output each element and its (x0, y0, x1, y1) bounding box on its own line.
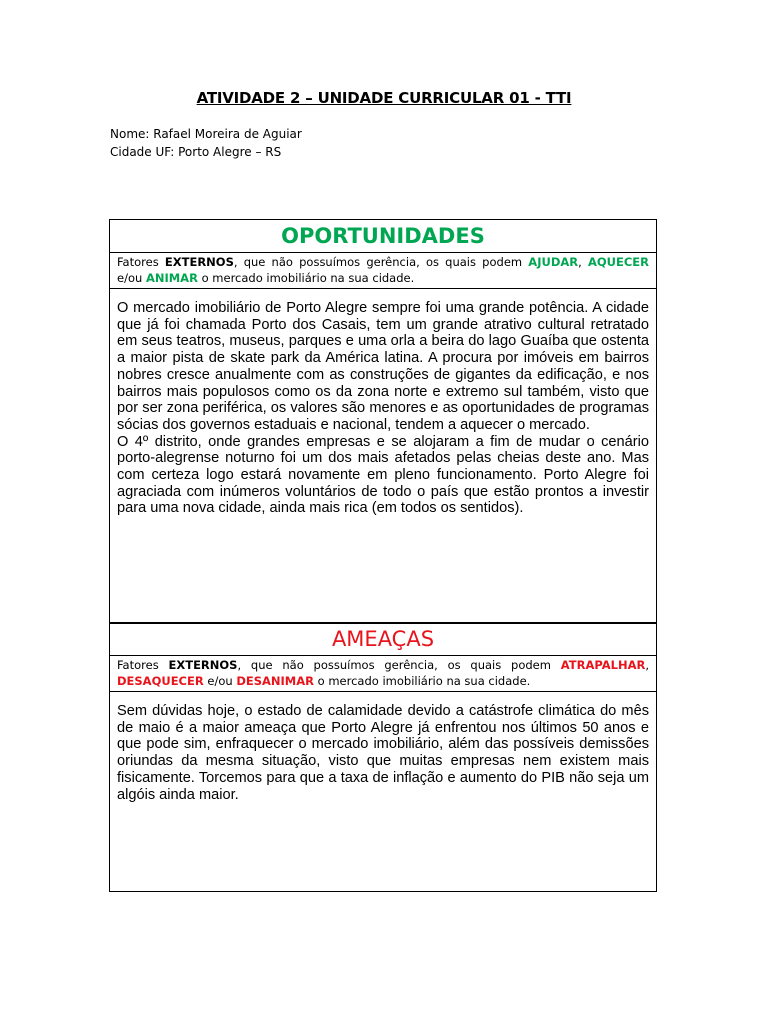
author-city: Cidade UF: Porto Alegre – RS (110, 145, 282, 159)
factors-text: e/ou (117, 271, 146, 285)
factors-text: e/ou (203, 674, 237, 688)
threats-factors (110, 656, 656, 692)
threats-paragraph-1: Sem dúvidas hoje, o estado de calamidade devido a catástrofe climática do mês de maio é a maior ameaça que Porto Alegre já enfrentou nos últimos 50 anos e que pode sim, enfraquecer o mercado imobiliário, além das possíveis demissões oriundas da mesma situação, visto que muitas empresas nem existem mais fisicamente. Torcemos para que a taxa de inflação e aumento do PIB não seja um algóis ainda maior. (117, 703, 649, 803)
factor-desanimar: DESANIMAR (236, 674, 314, 688)
factors-text: , que não possuímos gerência, os quais podem (233, 255, 529, 269)
factor-atrapalhar: ATRAPALHAR (560, 658, 646, 672)
factor-desaquecer: DESAQUECER (117, 674, 204, 688)
threats-body (110, 692, 656, 803)
opportunities-factors (110, 253, 656, 289)
opportunities-box (109, 219, 657, 623)
factors-text: Fatores (117, 255, 165, 269)
factors-text: Fatores (117, 658, 169, 672)
factors-text: o mercado imobiliário na sua cidade. (314, 674, 531, 688)
opportunities-body (110, 289, 656, 517)
factor-ajudar: AJUDAR (528, 255, 579, 269)
factors-text: , (645, 658, 649, 672)
document-title: ATIVIDADE 2 – UNIDADE CURRICULAR 01 - TTI (196, 89, 572, 107)
factors-text: , que não possuímos gerência, os quais podem (237, 658, 561, 672)
author-name: Nome: Rafael Moreira de Aguiar (110, 127, 302, 141)
threats-box (109, 623, 657, 892)
factors-externos: EXTERNOS (164, 255, 234, 269)
factor-aquecer: AQUECER (587, 255, 650, 269)
factor-animar: ANIMAR (145, 271, 198, 285)
opportunities-paragraph-1: O mercado imobiliário de Porto Alegre sempre foi uma grande potência. A cidade que já foi chamada Porto dos Casais, tem um grande atrativo cultural retratado em seus teatros, museus, parques e uma orla a beira do lago Guaíba que ostenta a maior pista de skate park da América latina. A procura por imóveis em bairros nobres cresce anualmente com as construções de gigantes da edificação, e nos bairros mais populosos como os da zona norte e extremo sul também, visto que por ser zona periférica, os valores são menores e as oportunidades de programas sócias dos governos estaduais e nacional, tendem a aquecer o mercado. (117, 300, 649, 433)
opportunities-paragraph-2: O 4º distrito, onde grandes empresas e se alojaram a fim de mudar o cenário porto-alegrense noturno foi um dos mais afetados pelas cheias deste ano. Mas com certeza logo estará novamente em pleno funcionamento. Porto Alegre foi agraciada com inúmeros voluntários de todo o país que estão prontos a investir para uma nova cidade, ainda mais rica (em todos os sentidos). (117, 433, 649, 517)
opportunities-heading: OPORTUNIDADES (110, 220, 656, 253)
factors-text: o mercado imobiliário na sua cidade. (197, 271, 415, 285)
threats-heading: AMEAÇAS (110, 623, 656, 656)
factors-text: , (578, 255, 588, 269)
factors-externos: EXTERNOS (168, 658, 238, 672)
